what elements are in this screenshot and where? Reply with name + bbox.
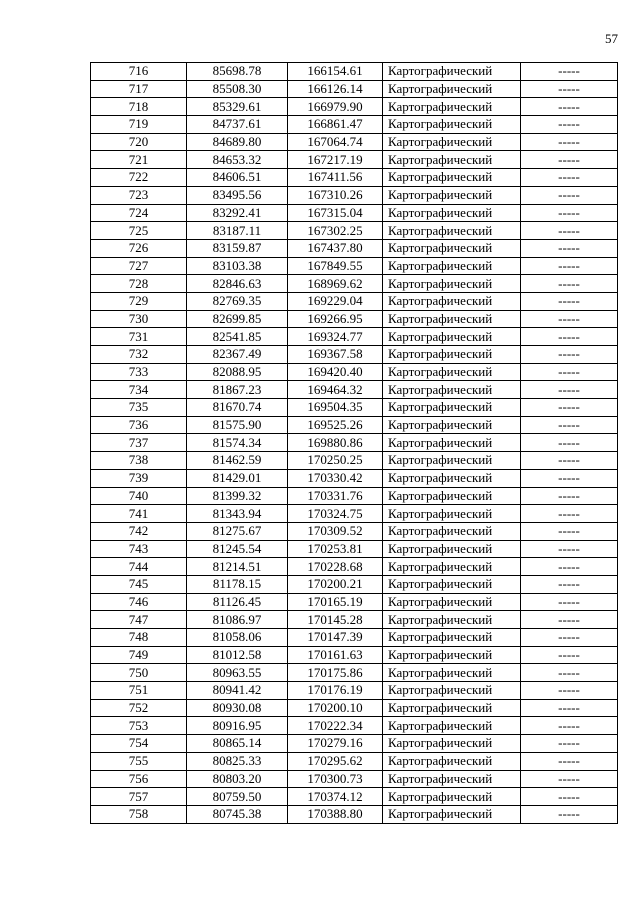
point-number-cell: 716: [91, 63, 187, 81]
y-coordinate-cell: 167437.80: [288, 239, 383, 257]
method-cell: Картографический: [383, 664, 521, 682]
table-row: [91, 664, 618, 682]
y-coordinate-cell: 169504.35: [288, 399, 383, 417]
method-cell: Картографический: [383, 788, 521, 806]
accuracy-cell: -----: [521, 699, 618, 717]
accuracy-cell: -----: [521, 664, 618, 682]
method-cell: Картографический: [383, 505, 521, 523]
method-cell: Картографический: [383, 805, 521, 823]
accuracy-cell: -----: [521, 540, 618, 558]
method-cell: Картографический: [383, 80, 521, 98]
y-coordinate-cell: 170331.76: [288, 487, 383, 505]
accuracy-cell: -----: [521, 275, 618, 293]
y-coordinate-cell: 170200.21: [288, 575, 383, 593]
y-coordinate-cell: 167064.74: [288, 133, 383, 151]
table-row: [91, 63, 618, 81]
accuracy-cell: -----: [521, 80, 618, 98]
method-cell: Картографический: [383, 257, 521, 275]
method-cell: Картографический: [383, 310, 521, 328]
method-cell: Картографический: [383, 222, 521, 240]
coordinates-table-body: [91, 63, 618, 824]
method-cell: Картографический: [383, 452, 521, 470]
table-row: [91, 558, 618, 576]
method-cell: Картографический: [383, 522, 521, 540]
accuracy-cell: -----: [521, 346, 618, 364]
coordinates-table: [90, 62, 618, 824]
point-number-cell: 733: [91, 363, 187, 381]
point-number-cell: 724: [91, 204, 187, 222]
x-coordinate-cell: 85508.30: [187, 80, 288, 98]
y-coordinate-cell: 169266.95: [288, 310, 383, 328]
table-row: [91, 363, 618, 381]
x-coordinate-cell: 80745.38: [187, 805, 288, 823]
accuracy-cell: -----: [521, 204, 618, 222]
table-row: [91, 381, 618, 399]
point-number-cell: 745: [91, 575, 187, 593]
method-cell: Картографический: [383, 204, 521, 222]
point-number-cell: 757: [91, 788, 187, 806]
x-coordinate-cell: 82846.63: [187, 275, 288, 293]
table-row: [91, 699, 618, 717]
x-coordinate-cell: 81867.23: [187, 381, 288, 399]
point-number-cell: 740: [91, 487, 187, 505]
method-cell: Картографический: [383, 770, 521, 788]
accuracy-cell: -----: [521, 788, 618, 806]
table-row: [91, 80, 618, 98]
x-coordinate-cell: 81058.06: [187, 629, 288, 647]
y-coordinate-cell: 170374.12: [288, 788, 383, 806]
table-row: [91, 505, 618, 523]
table-row: [91, 310, 618, 328]
y-coordinate-cell: 167310.26: [288, 186, 383, 204]
x-coordinate-cell: 84606.51: [187, 169, 288, 187]
accuracy-cell: -----: [521, 292, 618, 310]
accuracy-cell: -----: [521, 452, 618, 470]
point-number-cell: 747: [91, 611, 187, 629]
table-row: [91, 98, 618, 116]
point-number-cell: 741: [91, 505, 187, 523]
table-row: [91, 399, 618, 417]
method-cell: Картографический: [383, 469, 521, 487]
point-number-cell: 727: [91, 257, 187, 275]
y-coordinate-cell: 167217.19: [288, 151, 383, 169]
y-coordinate-cell: 170309.52: [288, 522, 383, 540]
accuracy-cell: -----: [521, 505, 618, 523]
y-coordinate-cell: 170161.63: [288, 646, 383, 664]
table-row: [91, 770, 618, 788]
table-row: [91, 204, 618, 222]
point-number-cell: 730: [91, 310, 187, 328]
x-coordinate-cell: 85698.78: [187, 63, 288, 81]
accuracy-cell: -----: [521, 151, 618, 169]
x-coordinate-cell: 81245.54: [187, 540, 288, 558]
y-coordinate-cell: 170330.42: [288, 469, 383, 487]
x-coordinate-cell: 81343.94: [187, 505, 288, 523]
method-cell: Картографический: [383, 381, 521, 399]
point-number-cell: 743: [91, 540, 187, 558]
point-number-cell: 737: [91, 434, 187, 452]
x-coordinate-cell: 82769.35: [187, 292, 288, 310]
y-coordinate-cell: 170176.19: [288, 682, 383, 700]
table-row: [91, 487, 618, 505]
point-number-cell: 736: [91, 416, 187, 434]
x-coordinate-cell: 82088.95: [187, 363, 288, 381]
method-cell: Картографический: [383, 629, 521, 647]
table-row: [91, 629, 618, 647]
point-number-cell: 758: [91, 805, 187, 823]
method-cell: Картографический: [383, 363, 521, 381]
y-coordinate-cell: 170145.28: [288, 611, 383, 629]
point-number-cell: 721: [91, 151, 187, 169]
method-cell: Картографический: [383, 699, 521, 717]
table-row: [91, 735, 618, 753]
point-number-cell: 735: [91, 399, 187, 417]
y-coordinate-cell: 169525.26: [288, 416, 383, 434]
point-number-cell: 751: [91, 682, 187, 700]
point-number-cell: 728: [91, 275, 187, 293]
point-number-cell: 717: [91, 80, 187, 98]
y-coordinate-cell: 170175.86: [288, 664, 383, 682]
y-coordinate-cell: 168969.62: [288, 275, 383, 293]
y-coordinate-cell: 167411.56: [288, 169, 383, 187]
accuracy-cell: -----: [521, 629, 618, 647]
table-row: [91, 346, 618, 364]
x-coordinate-cell: 80941.42: [187, 682, 288, 700]
y-coordinate-cell: 170279.16: [288, 735, 383, 753]
y-coordinate-cell: 170388.80: [288, 805, 383, 823]
point-number-cell: 718: [91, 98, 187, 116]
point-number-cell: 731: [91, 328, 187, 346]
point-number-cell: 720: [91, 133, 187, 151]
method-cell: Картографический: [383, 682, 521, 700]
point-number-cell: 742: [91, 522, 187, 540]
table-row: [91, 151, 618, 169]
y-coordinate-cell: 167315.04: [288, 204, 383, 222]
page-number: 57: [605, 31, 618, 46]
x-coordinate-cell: 81275.67: [187, 522, 288, 540]
x-coordinate-cell: 81012.58: [187, 646, 288, 664]
table-row: [91, 257, 618, 275]
method-cell: Картографический: [383, 186, 521, 204]
table-row: [91, 682, 618, 700]
table-row: [91, 717, 618, 735]
accuracy-cell: -----: [521, 575, 618, 593]
x-coordinate-cell: 81670.74: [187, 399, 288, 417]
accuracy-cell: -----: [521, 363, 618, 381]
accuracy-cell: -----: [521, 133, 618, 151]
y-coordinate-cell: 169880.86: [288, 434, 383, 452]
accuracy-cell: -----: [521, 328, 618, 346]
accuracy-cell: -----: [521, 169, 618, 187]
table-row: [91, 239, 618, 257]
x-coordinate-cell: 81178.15: [187, 575, 288, 593]
method-cell: Картографический: [383, 717, 521, 735]
accuracy-cell: -----: [521, 98, 618, 116]
method-cell: Картографический: [383, 292, 521, 310]
method-cell: Картографический: [383, 169, 521, 187]
point-number-cell: 744: [91, 558, 187, 576]
method-cell: Картографический: [383, 239, 521, 257]
point-number-cell: 725: [91, 222, 187, 240]
point-number-cell: 738: [91, 452, 187, 470]
x-coordinate-cell: 83292.41: [187, 204, 288, 222]
y-coordinate-cell: 170147.39: [288, 629, 383, 647]
y-coordinate-cell: 170228.68: [288, 558, 383, 576]
table-row: [91, 646, 618, 664]
accuracy-cell: -----: [521, 522, 618, 540]
method-cell: Картографический: [383, 63, 521, 81]
accuracy-cell: -----: [521, 186, 618, 204]
method-cell: Картографический: [383, 487, 521, 505]
method-cell: Картографический: [383, 611, 521, 629]
method-cell: Картографический: [383, 434, 521, 452]
table-row: [91, 752, 618, 770]
x-coordinate-cell: 83159.87: [187, 239, 288, 257]
table-row: [91, 186, 618, 204]
method-cell: Картографический: [383, 416, 521, 434]
point-number-cell: 722: [91, 169, 187, 187]
method-cell: Картографический: [383, 735, 521, 753]
table-row: [91, 469, 618, 487]
x-coordinate-cell: 84689.80: [187, 133, 288, 151]
method-cell: Картографический: [383, 575, 521, 593]
table-row: [91, 452, 618, 470]
x-coordinate-cell: 81575.90: [187, 416, 288, 434]
point-number-cell: 746: [91, 593, 187, 611]
method-cell: Картографический: [383, 116, 521, 134]
table-row: [91, 788, 618, 806]
accuracy-cell: -----: [521, 805, 618, 823]
table-row: [91, 540, 618, 558]
method-cell: Картографический: [383, 593, 521, 611]
point-number-cell: 750: [91, 664, 187, 682]
table-row: [91, 292, 618, 310]
x-coordinate-cell: 81574.34: [187, 434, 288, 452]
table-row: [91, 434, 618, 452]
method-cell: Картографический: [383, 346, 521, 364]
x-coordinate-cell: 80865.14: [187, 735, 288, 753]
accuracy-cell: -----: [521, 239, 618, 257]
method-cell: Картографический: [383, 558, 521, 576]
x-coordinate-cell: 80803.20: [187, 770, 288, 788]
x-coordinate-cell: 85329.61: [187, 98, 288, 116]
point-number-cell: 732: [91, 346, 187, 364]
x-coordinate-cell: 80825.33: [187, 752, 288, 770]
x-coordinate-cell: 84737.61: [187, 116, 288, 134]
point-number-cell: 753: [91, 717, 187, 735]
x-coordinate-cell: 80930.08: [187, 699, 288, 717]
x-coordinate-cell: 82699.85: [187, 310, 288, 328]
method-cell: Картографический: [383, 133, 521, 151]
method-cell: Картографический: [383, 752, 521, 770]
point-number-cell: 755: [91, 752, 187, 770]
point-number-cell: 754: [91, 735, 187, 753]
y-coordinate-cell: 167302.25: [288, 222, 383, 240]
method-cell: Картографический: [383, 98, 521, 116]
x-coordinate-cell: 81429.01: [187, 469, 288, 487]
method-cell: Картографический: [383, 540, 521, 558]
table-row: [91, 328, 618, 346]
point-number-cell: 752: [91, 699, 187, 717]
accuracy-cell: -----: [521, 116, 618, 134]
accuracy-cell: -----: [521, 434, 618, 452]
y-coordinate-cell: 170250.25: [288, 452, 383, 470]
method-cell: Картографический: [383, 399, 521, 417]
point-number-cell: 726: [91, 239, 187, 257]
accuracy-cell: -----: [521, 63, 618, 81]
accuracy-cell: -----: [521, 416, 618, 434]
point-number-cell: 739: [91, 469, 187, 487]
accuracy-cell: -----: [521, 682, 618, 700]
accuracy-cell: -----: [521, 593, 618, 611]
accuracy-cell: -----: [521, 770, 618, 788]
y-coordinate-cell: 170324.75: [288, 505, 383, 523]
table-row: [91, 611, 618, 629]
y-coordinate-cell: 170295.62: [288, 752, 383, 770]
table-row: [91, 275, 618, 293]
point-number-cell: 734: [91, 381, 187, 399]
y-coordinate-cell: 170222.34: [288, 717, 383, 735]
accuracy-cell: -----: [521, 310, 618, 328]
table-row: [91, 222, 618, 240]
accuracy-cell: -----: [521, 222, 618, 240]
method-cell: Картографический: [383, 646, 521, 664]
y-coordinate-cell: 166861.47: [288, 116, 383, 134]
y-coordinate-cell: 167849.55: [288, 257, 383, 275]
x-coordinate-cell: 81214.51: [187, 558, 288, 576]
accuracy-cell: -----: [521, 735, 618, 753]
x-coordinate-cell: 80963.55: [187, 664, 288, 682]
accuracy-cell: -----: [521, 717, 618, 735]
method-cell: Картографический: [383, 151, 521, 169]
x-coordinate-cell: 83495.56: [187, 186, 288, 204]
accuracy-cell: -----: [521, 469, 618, 487]
table-row: [91, 169, 618, 187]
point-number-cell: 756: [91, 770, 187, 788]
method-cell: Картографический: [383, 328, 521, 346]
y-coordinate-cell: 170200.10: [288, 699, 383, 717]
y-coordinate-cell: 169367.58: [288, 346, 383, 364]
x-coordinate-cell: 81399.32: [187, 487, 288, 505]
point-number-cell: 749: [91, 646, 187, 664]
table-row: [91, 575, 618, 593]
accuracy-cell: -----: [521, 487, 618, 505]
x-coordinate-cell: 83187.11: [187, 222, 288, 240]
y-coordinate-cell: 169324.77: [288, 328, 383, 346]
y-coordinate-cell: 170253.81: [288, 540, 383, 558]
point-number-cell: 748: [91, 629, 187, 647]
point-number-cell: 729: [91, 292, 187, 310]
accuracy-cell: -----: [521, 752, 618, 770]
x-coordinate-cell: 81126.45: [187, 593, 288, 611]
point-number-cell: 719: [91, 116, 187, 134]
table-row: [91, 805, 618, 823]
y-coordinate-cell: 169420.40: [288, 363, 383, 381]
x-coordinate-cell: 80759.50: [187, 788, 288, 806]
accuracy-cell: -----: [521, 558, 618, 576]
table-row: [91, 116, 618, 134]
x-coordinate-cell: 82367.49: [187, 346, 288, 364]
table-row: [91, 522, 618, 540]
x-coordinate-cell: 81462.59: [187, 452, 288, 470]
y-coordinate-cell: 170300.73: [288, 770, 383, 788]
y-coordinate-cell: 166126.14: [288, 80, 383, 98]
table-row: [91, 133, 618, 151]
x-coordinate-cell: 81086.97: [187, 611, 288, 629]
table-row: [91, 416, 618, 434]
x-coordinate-cell: 80916.95: [187, 717, 288, 735]
method-cell: Картографический: [383, 275, 521, 293]
accuracy-cell: -----: [521, 611, 618, 629]
point-number-cell: 723: [91, 186, 187, 204]
x-coordinate-cell: 84653.32: [187, 151, 288, 169]
y-coordinate-cell: 169229.04: [288, 292, 383, 310]
y-coordinate-cell: 169464.32: [288, 381, 383, 399]
accuracy-cell: -----: [521, 399, 618, 417]
accuracy-cell: -----: [521, 646, 618, 664]
accuracy-cell: -----: [521, 257, 618, 275]
x-coordinate-cell: 82541.85: [187, 328, 288, 346]
table-row: [91, 593, 618, 611]
x-coordinate-cell: 83103.38: [187, 257, 288, 275]
accuracy-cell: -----: [521, 381, 618, 399]
y-coordinate-cell: 170165.19: [288, 593, 383, 611]
y-coordinate-cell: 166979.90: [288, 98, 383, 116]
y-coordinate-cell: 166154.61: [288, 63, 383, 81]
